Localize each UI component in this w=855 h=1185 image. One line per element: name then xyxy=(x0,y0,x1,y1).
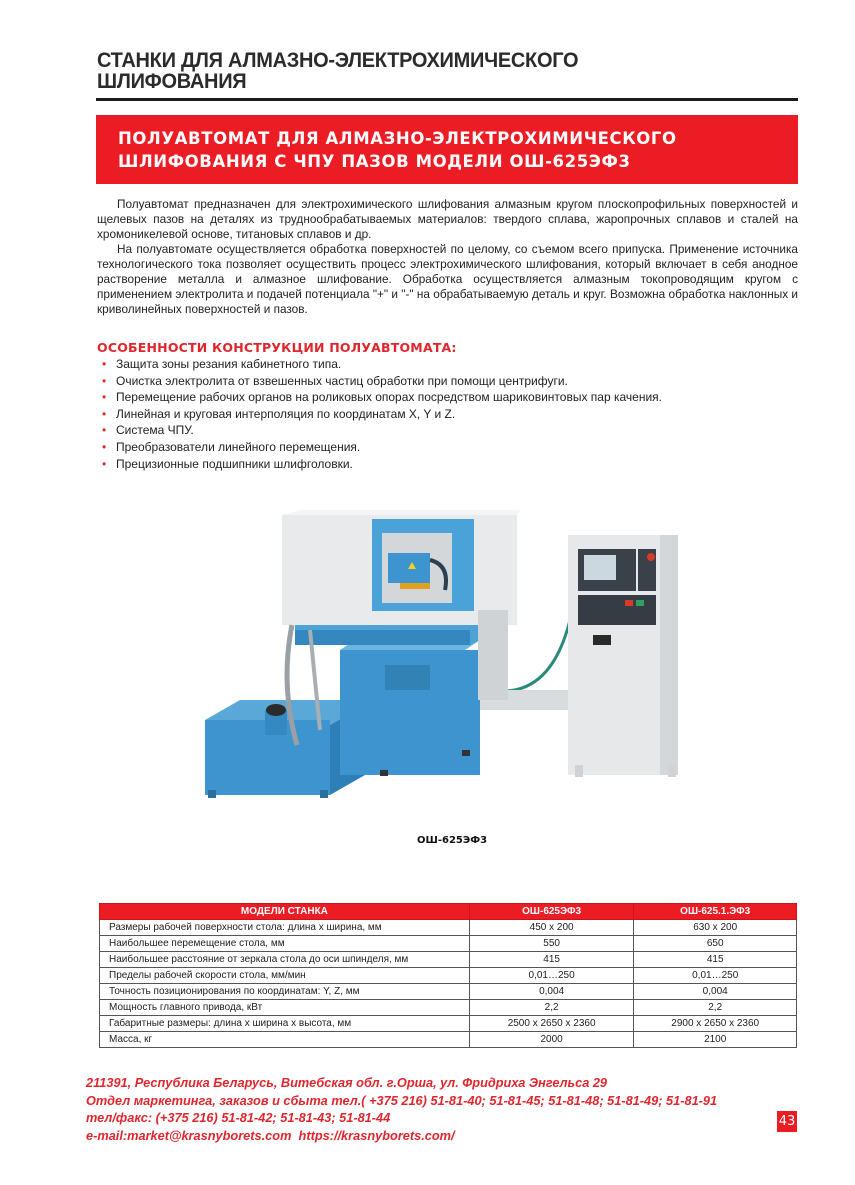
table-row xyxy=(100,936,797,952)
param-name: Наибольшее расстояние от зеркала стола до оси шпинделя, мм xyxy=(100,952,470,968)
feature-text: Очистка электролита от взвешенных частиц обработки при помощи центрифуги. xyxy=(116,373,568,388)
feature-item xyxy=(102,356,662,373)
feature-text: Перемещение рабочих органов на роликовых опорах посредством шариковинтовых пар качения. xyxy=(116,390,662,405)
param-name: Пределы рабочей скорости стола, мм/мин xyxy=(100,968,470,984)
feature-text: Защита зоны резания кабинетного типа. xyxy=(116,357,342,371)
features-heading: ОСОБЕННОСТИ КОНСТРУКЦИИ ПОЛУАВТОМАТА: xyxy=(97,340,457,355)
feature-item xyxy=(102,439,662,456)
bullet-icon: • xyxy=(102,423,107,438)
photo-caption: ОШ-625ЭФ3 xyxy=(417,835,488,846)
contact-footer xyxy=(86,1074,743,1144)
page-title-line-2: ШЛИФОВАНИЯ xyxy=(97,69,247,93)
title-divider xyxy=(96,98,798,101)
param-name: Точность позиционирования по координатам: Y, Z, мм xyxy=(100,984,470,1000)
param-value: 450 x 200 xyxy=(469,920,634,936)
specs-table xyxy=(99,903,797,1048)
machine-photo xyxy=(200,505,700,800)
bullet-icon: • xyxy=(102,406,107,421)
table-row xyxy=(100,968,797,984)
product-title-line-2: ШЛИФОВАНИЯ С ЧПУ ПАЗОВ МОДЕЛИ ОШ-625ЭФ3 xyxy=(118,152,631,171)
feature-item xyxy=(102,456,662,473)
table-row xyxy=(100,1032,797,1048)
param-value: 415 xyxy=(634,952,797,968)
product-title xyxy=(118,127,677,173)
bullet-icon: • xyxy=(102,439,107,454)
param-value: 2900 x 2650 x 2360 xyxy=(634,1016,797,1032)
cabinet-enclosure xyxy=(282,510,520,625)
website-link[interactable]: https://krasnyborets.com/ xyxy=(298,1127,455,1143)
param-value: 415 xyxy=(469,952,634,968)
control-cabinet xyxy=(568,535,678,777)
intro-text xyxy=(97,197,798,317)
page-title xyxy=(97,50,748,92)
address-line: 211391, Республика Беларусь, Витебская обл. г.Орша, ул. Фридриха Энгельса 29 xyxy=(86,1075,608,1090)
page-number: 43 xyxy=(777,1111,797,1132)
param-value: 2,2 xyxy=(634,1000,797,1016)
fax-line: тел/факс: (+375 216) 51-81-42; 51-81-43; 51-81-44 xyxy=(86,1110,391,1125)
param-name: Габаритные размеры: длина x ширина x высота, мм xyxy=(100,1016,470,1032)
feature-text: Линейная и круговая интерполяция по координатам X, Y и Z. xyxy=(116,406,456,421)
param-value: 0,004 xyxy=(469,984,634,1000)
sales-phone-line: Отдел маркетинга, заказов и сбыта тел.( +375 216) 51-81-40; 51-81-45; 51-81-48; 51-81-49; 51-81-91 xyxy=(86,1092,718,1108)
feature-item xyxy=(102,406,662,423)
column-header: МОДЕЛИ СТАНКА xyxy=(100,904,470,920)
param-value: 0,01…250 xyxy=(634,968,797,984)
param-value: 0,004 xyxy=(634,984,797,1000)
param-name: Размеры рабочей поверхности стола: длина x ширина, мм xyxy=(100,920,470,936)
bullet-icon: • xyxy=(102,390,107,405)
param-value: 2,2 xyxy=(469,1000,634,1016)
table-row xyxy=(100,1016,797,1032)
column-header: ОШ-625ЭФ3 xyxy=(469,904,634,920)
features-list xyxy=(102,356,662,472)
table-row xyxy=(100,1000,797,1016)
email-link[interactable]: e-mail:market@krasnyborets.com xyxy=(86,1127,292,1143)
param-value: 2100 xyxy=(634,1032,797,1048)
machine-base xyxy=(340,640,480,776)
param-value: 630 x 200 xyxy=(634,920,797,936)
param-value: 0,01…250 xyxy=(469,968,634,984)
param-name: Масса, кг xyxy=(100,1032,470,1048)
page-title-line-1: СТАНКИ ДЛЯ АЛМАЗНО-ЭЛЕКТРОХИМИЧЕСКОГО xyxy=(97,48,579,72)
feature-item xyxy=(102,422,662,439)
feature-item xyxy=(102,373,662,390)
param-value: 2500 x 2650 x 2360 xyxy=(469,1016,634,1032)
product-banner xyxy=(96,115,798,184)
column-header: ОШ-625.1.ЭФ3 xyxy=(634,904,797,920)
bullet-icon: • xyxy=(102,373,107,388)
intro-paragraph: Полуавтомат предназначен для электрохимического шлифования алмазным кругом плоскопрофильных поверхностей и щелевых пазов на деталях из труднообрабатываемых материалов: твердого сплава, жаропрочных сплавов и сталей на хромоникелевой основе, титановых сплавов и др. xyxy=(97,197,798,241)
feature-text: Прецизионные подшипники шлифголовки. xyxy=(116,456,353,471)
bullet-icon: • xyxy=(102,357,107,371)
feature-text: Преобразователи линейного перемещения. xyxy=(116,439,361,454)
table-row xyxy=(100,952,797,968)
param-value: 550 xyxy=(469,936,634,952)
table-header-row xyxy=(100,904,797,920)
intro-paragraph: На полуавтомате осуществляется обработка поверхностей по целому, со съемом всего припуска. Применение источника технологического тока позволяет осуществить процесс электрохимического шлифования, который включает в себя анодное растворение металла и алмазное шлифование. Обработка осуществляется алмазным токопроводящим кругом с применением электролита и подачей потенциала "+" и "-" на обрабатываемую деталь и круг. Возможна обработка наклонных и криволинейных поверхностей и пазов. xyxy=(97,242,798,316)
rear-housing xyxy=(478,610,508,700)
bullet-icon: • xyxy=(102,456,107,471)
product-title-line-1: ПОЛУАВТОМАТ ДЛЯ АЛМАЗНО-ЭЛЕКТРОХИМИЧЕСКОГО xyxy=(118,129,677,148)
feature-item xyxy=(102,389,662,406)
table-row xyxy=(100,920,797,936)
param-name: Мощность главного привода, кВт xyxy=(100,1000,470,1016)
feature-text: Система ЧПУ. xyxy=(116,423,194,438)
table-row xyxy=(100,984,797,1000)
param-value: 650 xyxy=(634,936,797,952)
param-value: 2000 xyxy=(469,1032,634,1048)
param-name: Наибольшее перемещение стола, мм xyxy=(100,936,470,952)
web-contacts-line xyxy=(86,1127,717,1145)
